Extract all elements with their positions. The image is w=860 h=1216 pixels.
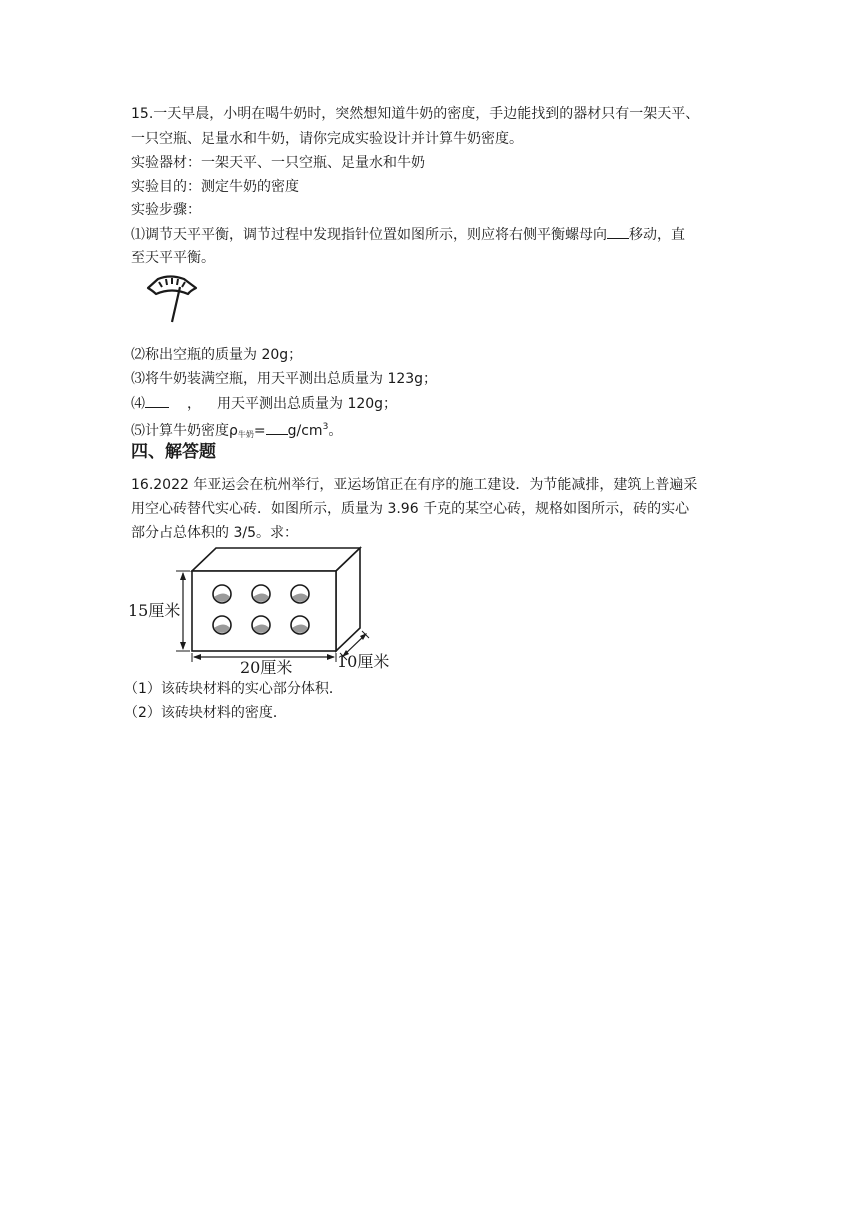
brick-top-face: [192, 548, 360, 571]
step5-end: 。: [328, 423, 343, 439]
brick-hole: [213, 585, 231, 603]
q15-step-2: ⑵称出空瓶的质量为 20g；: [131, 347, 303, 363]
brick-hole: [252, 585, 270, 603]
scale-tick: [177, 279, 178, 285]
brick-hole: [291, 585, 309, 603]
q15-purpose: 实验目的：测定牛奶的密度: [131, 179, 299, 195]
q16-line-3: 部分占总体积的 3/5。求：: [131, 525, 298, 541]
q15-step-1: [131, 224, 685, 245]
answer-blank-density[interactable]: [266, 420, 288, 435]
scale-tick: [166, 279, 167, 285]
width-label: 10厘米: [337, 652, 390, 671]
balance-pointer-needle: [172, 287, 180, 322]
q16-sub-2: （2）该砖块材料的密度．: [124, 705, 287, 721]
step1-text-b: 移动，直: [629, 227, 685, 243]
q15-line-2: 一只空瓶、足量水和牛奶，请你完成实验设计并计算牛奶密度。: [131, 131, 523, 147]
step5-equals: =: [253, 423, 266, 439]
section-heading: 四、解答题: [131, 442, 216, 462]
step5-text-a: ⑸计算牛奶密度ρ: [131, 423, 238, 439]
length-label: 20厘米: [240, 658, 293, 675]
q15-equipment: 实验器材：一架天平、一只空瓶、足量水和牛奶: [131, 155, 425, 171]
step4-number: ⑷: [131, 396, 145, 412]
q16-line-1: 16.2022 年亚运会在杭州举行，亚运场馆正在有序的施工建设．为节能减排，建筑上普遍采: [131, 477, 698, 493]
hollow-brick-figure: [128, 545, 393, 675]
brick-front-face: [192, 571, 336, 651]
answer-blank-direction[interactable]: [607, 224, 629, 239]
step5-superscript: 3: [322, 422, 329, 432]
q16-sub-1: （1）该砖块材料的实心部分体积．: [124, 681, 343, 697]
q15-line-1: 15.一天早晨，小明在喝牛奶时，突然想知道牛奶的密度，手边能找到的器材只有一架天平、: [131, 106, 700, 122]
q15-step-3: ⑶将牛奶装满空瓶，用天平测出总质量为 123g；: [131, 371, 438, 387]
step5-unit: g/cm: [287, 423, 323, 439]
answer-blank-step4[interactable]: [145, 393, 169, 408]
height-label: 15厘米: [128, 601, 181, 620]
step1-text-a: ⑴调节天平平衡，调节过程中发现指针位置如图所示，则应将右侧平衡螺母向: [131, 227, 607, 243]
balance-pointer-figure: [142, 272, 202, 326]
q15-step-4: [131, 393, 397, 414]
step5-subscript: 牛奶: [237, 430, 254, 439]
step4-text: 用天平测出总质量为 120g；: [217, 396, 398, 412]
scale-tick: [182, 282, 185, 287]
q15-steps-label: 实验步骤：: [131, 202, 201, 218]
brick-hole: [213, 616, 231, 634]
brick-hole: [291, 616, 309, 634]
brick-hole: [252, 616, 270, 634]
q15-step-1-cont: 至天平平衡。: [131, 250, 215, 266]
scale-tick: [159, 282, 162, 287]
q16-line-2: 用空心砖替代实心砖．如图所示，质量为 3.96 千克的某空心砖，规格如图所示，砖的实心: [131, 501, 690, 517]
step4-comma: ，: [187, 396, 201, 412]
